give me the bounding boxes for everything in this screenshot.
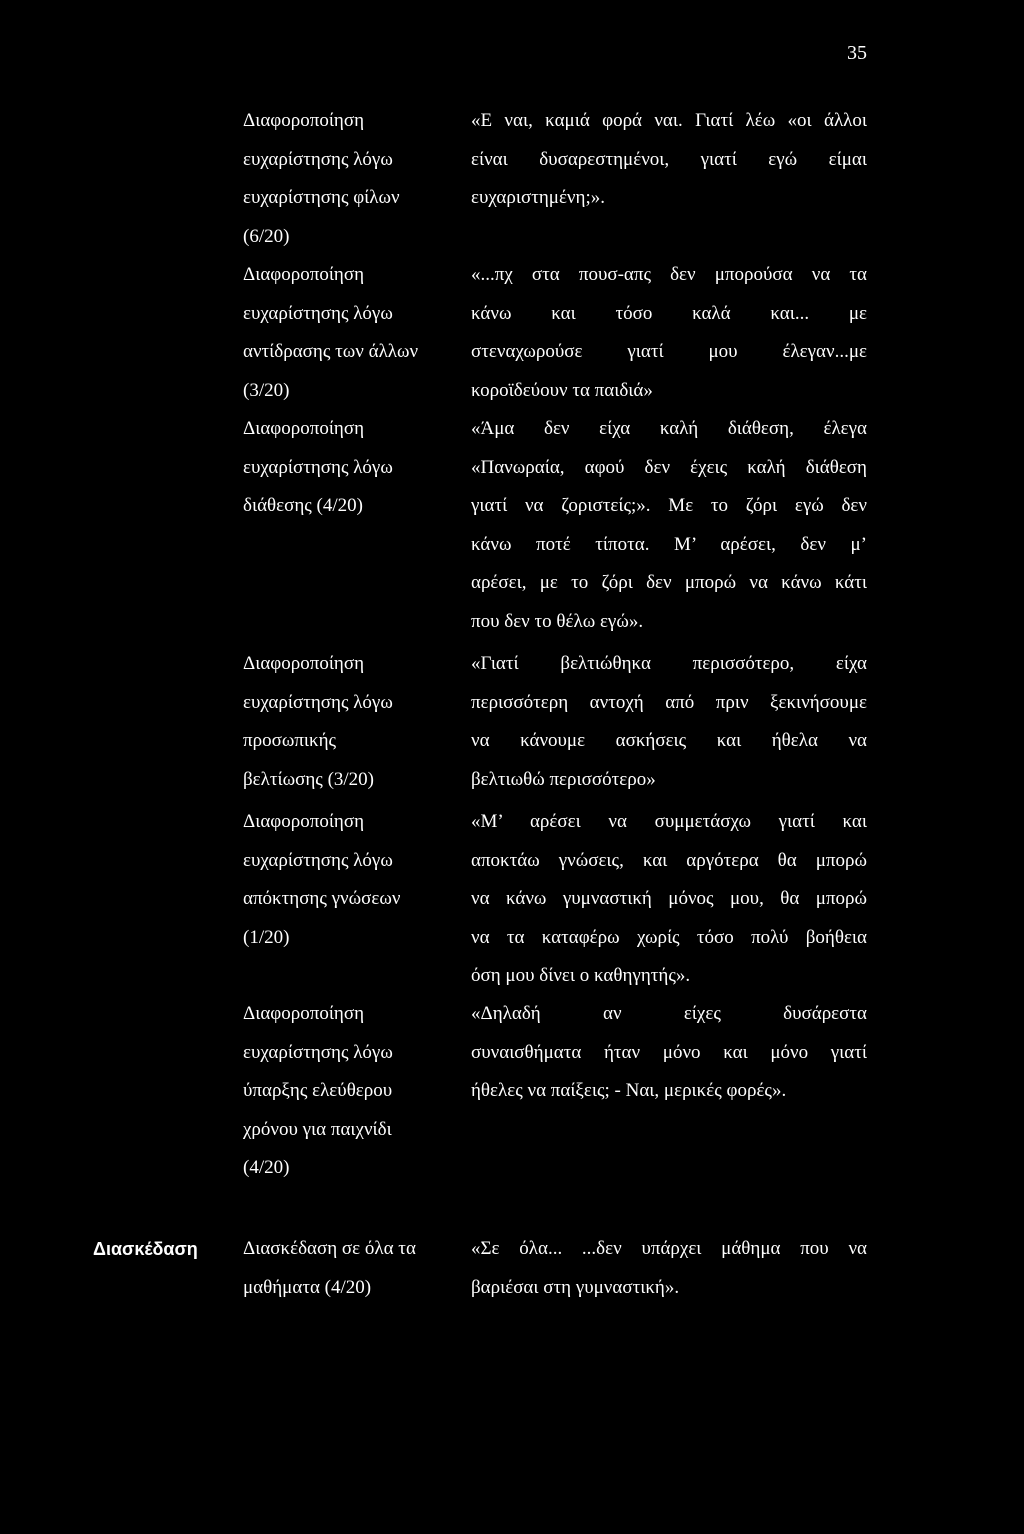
subcategory-line: ευχαρίστησης λόγω	[243, 691, 393, 713]
subcategory-cell	[243, 102, 461, 256]
quote-line: «Μ’ αρέσει να συμμετάσχω γιατί και	[471, 811, 867, 832]
subcategory-line: Διαφοροποίηση	[243, 264, 365, 285]
quote-line: συναισθήματα ήταν μόνο και μόνο γιατί	[471, 1041, 867, 1063]
quote-line: «Ε ναι, καμιά φορά ναι. Γιατί λέω «οι άλλοι	[471, 110, 867, 131]
subcategory-cell	[243, 995, 461, 1188]
quote-line: που δεν το θέλω εγώ».	[471, 610, 644, 632]
quote-line: «Γιατί βελτιώθηκα περισσότερο, είχα	[471, 653, 867, 674]
quote-line: ήθελες να παίξεις; - Ναι, μερικές φορές».	[471, 1080, 787, 1101]
subcategory-line: χρόνου για παιχνίδι	[243, 1118, 392, 1140]
quote-line: γιατί να ζοριστείς;». Με το ζόρι εγώ δεν	[471, 495, 867, 516]
quote-line: βελτιωθώ περισσότερο»	[471, 768, 656, 790]
quote-line: είναι δυσαρεστημένοι, γιατί εγώ είμαι	[471, 148, 867, 170]
subcategory-line: ύπαρξης ελεύθερου	[243, 1080, 393, 1101]
subcategory-line: Διαφοροποίηση	[243, 811, 365, 832]
subcategory-line: ευχαρίστησης λόγω	[243, 1041, 393, 1063]
quote-cell	[471, 1230, 867, 1307]
subcategory-line: Διασκέδαση σε όλα τα	[243, 1238, 416, 1259]
quote-line: βαριέσαι στη γυμναστική».	[471, 1276, 680, 1298]
quote-line: «Πανωραία, αφού δεν έχεις καλή διάθεση	[471, 456, 867, 478]
subcategory-line: Διαφοροποίηση	[243, 110, 365, 131]
subcategory-cell	[243, 410, 461, 526]
subcategory-cell	[243, 256, 461, 410]
subcategory-line: Διαφοροποίηση	[243, 1003, 365, 1024]
quote-line: κάνω και τόσο καλά και... με	[471, 302, 867, 324]
quote-line: όση μου δίνει ο καθηγητής».	[471, 965, 691, 986]
subcategory-line: (4/20)	[243, 1157, 290, 1178]
subcategory-line: ευχαρίστησης λόγω	[243, 849, 393, 871]
subcategory-line: προσωπικής	[243, 730, 337, 751]
subcategory-line: Διαφοροποίηση	[243, 418, 365, 439]
quote-cell	[471, 256, 867, 410]
subcategory-line: Διαφοροποίηση	[243, 653, 365, 674]
category-cell	[93, 1230, 233, 1269]
quote-line: ευχαριστημένη;».	[471, 187, 605, 208]
subcategory-line: βελτίωσης (3/20)	[243, 768, 374, 790]
subcategory-line: ευχαρίστησης λόγω	[243, 302, 393, 324]
subcategory-line: (6/20)	[243, 225, 290, 247]
quote-line: να κάνω γυμναστική μόνος μου, θα μπορώ	[471, 888, 867, 909]
subcategory-line: (1/20)	[243, 926, 290, 948]
subcategory-line: ευχαρίστησης φίλων	[243, 187, 400, 208]
quote-line: να τα καταφέρω χωρίς τόσο πολύ βοήθεια	[471, 926, 867, 948]
quote-line: κάνω ποτέ τίποτα. Μ’ αρέσει, δεν μ’	[471, 533, 867, 555]
page-number: 35	[847, 42, 867, 64]
subcategory-cell	[243, 645, 461, 799]
quote-line: στεναχωρούσε γιατί μου έλεγαν...με	[471, 341, 867, 362]
quote-line: «Άμα δεν είχα καλή διάθεση, έλεγα	[471, 418, 867, 439]
quote-line: περισσότερη αντοχή από πριν ξεκινήσουμε	[471, 691, 867, 713]
quote-cell	[471, 645, 867, 799]
subcategory-line: ευχαρίστησης λόγω	[243, 148, 393, 170]
subcategory-line: (3/20)	[243, 379, 290, 401]
subcategory-cell	[243, 803, 461, 957]
subcategory-line: διάθεσης (4/20)	[243, 495, 363, 516]
quote-line: «Δηλαδή αν είχες δυσάρεστα	[471, 1003, 867, 1024]
quote-line: «Σε όλα... ...δεν υπάρχει μάθημα που να	[471, 1238, 867, 1259]
category-label: Διασκέδαση	[93, 1239, 198, 1259]
quote-cell	[471, 410, 867, 641]
quote-line: αρέσει, με το ζόρι δεν μπορώ να κάνω κάτι	[471, 572, 867, 593]
subcategory-line: ευχαρίστησης λόγω	[243, 456, 393, 478]
quote-cell	[471, 102, 867, 218]
quote-line: αποκτάω γνώσεις, και αργότερα θα μπορώ	[471, 849, 867, 871]
subcategory-line: μαθήματα (4/20)	[243, 1276, 372, 1298]
subcategory-line: αντίδρασης των άλλων	[243, 341, 419, 362]
quote-line: κοροϊδεύουν τα παιδιά»	[471, 379, 653, 401]
subcategory-cell	[243, 1230, 461, 1307]
quote-cell	[471, 803, 867, 996]
quote-line: να κάνουμε ασκήσεις και ήθελα να	[471, 730, 867, 751]
quote-cell	[471, 995, 867, 1111]
subcategory-line: απόκτησης γνώσεων	[243, 888, 401, 909]
quote-line: «...πχ στα πουσ-απς δεν μπορούσα να τα	[471, 264, 867, 285]
